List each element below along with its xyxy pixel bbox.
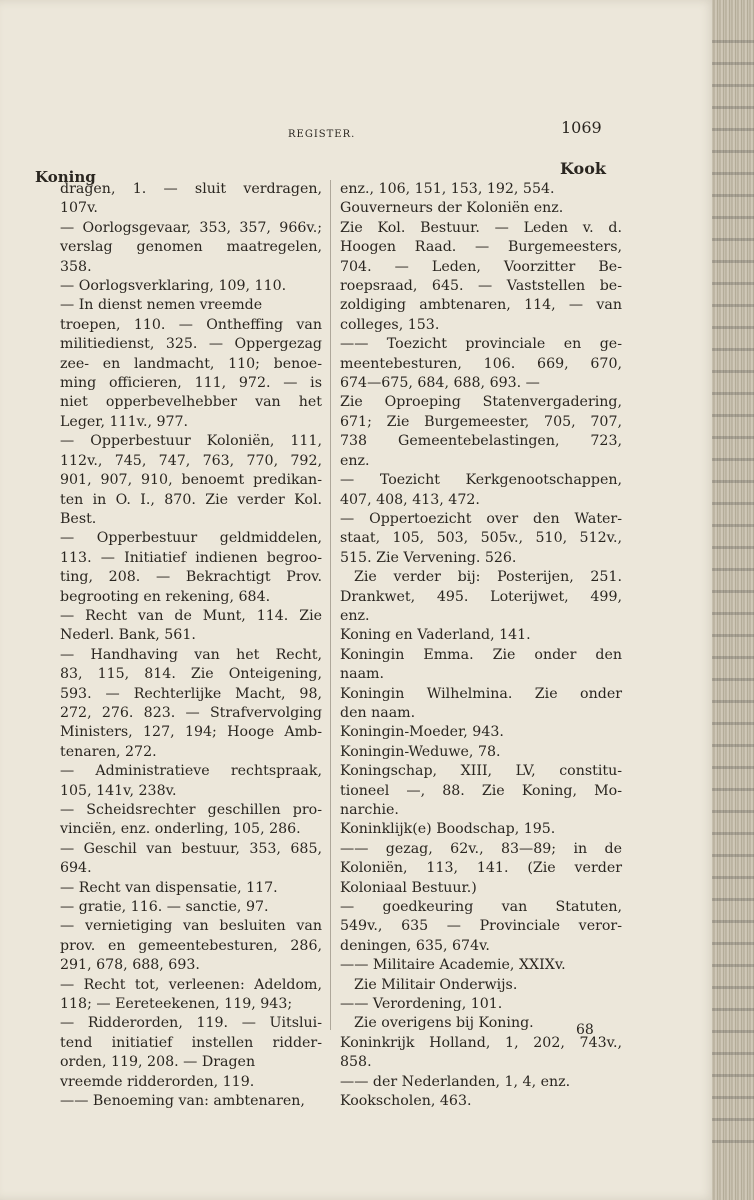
index-line: Koloniën, 113, 141. (Zie verder bbox=[340, 860, 622, 877]
page-number: 1069 bbox=[561, 118, 602, 137]
index-line: Zie Militair Onderwijs. bbox=[354, 976, 518, 993]
index-line: — vernietiging van besluiten van bbox=[60, 918, 322, 935]
index-line: 549v., 635 — Provinciale veror- bbox=[340, 918, 622, 935]
index-line: — Opperbestuur geldmiddelen, bbox=[60, 530, 322, 547]
index-line: Hoogen Raad. — Burgemeesters, bbox=[340, 239, 622, 256]
index-line: —— Militaire Academie, XXIXv. bbox=[340, 957, 566, 974]
index-line: —— Toezicht provinciale en ge- bbox=[340, 336, 622, 353]
index-line: Zie verder bij: Posterijen, 251. bbox=[354, 569, 622, 586]
index-line: Gouverneurs der Koloniën enz. bbox=[340, 200, 564, 217]
index-line: begrooting en rekening, 684. bbox=[60, 588, 271, 605]
index-line: — Oorlogsverklaring, 109, 110. bbox=[60, 278, 287, 295]
index-line: — In dienst nemen vreemde bbox=[60, 297, 263, 314]
index-line: 671; Zie Burgemeester, 705, 707, bbox=[340, 413, 622, 430]
index-line: 112v., 745, 747, 763, 770, 792, bbox=[60, 452, 322, 469]
index-line: — gratie, 116. — sanctie, 97. bbox=[60, 899, 269, 916]
index-line: ting, 208. — Bekrachtigt Prov. bbox=[60, 569, 322, 586]
index-line: Koningin-Moeder, 943. bbox=[340, 724, 504, 741]
index-line: — Scheidsrechter geschillen pro- bbox=[60, 802, 322, 818]
index-line: Best. bbox=[60, 510, 97, 527]
index-line: Koning en Vaderland, 141. bbox=[340, 627, 531, 644]
index-line: — Administratieve rechtspraak, bbox=[60, 763, 322, 780]
index-line: Nederl. Bank, 561. bbox=[60, 627, 196, 644]
index-line: —— gezag, 62v., 83—89; in de bbox=[340, 840, 622, 857]
index-line: militiedienst, 325. — Oppergezag bbox=[60, 336, 322, 353]
index-line: prov. en gemeentebesturen, 286, bbox=[60, 937, 322, 954]
index-line: — Geschil van bestuur, 353, 685, bbox=[60, 840, 322, 857]
index-line: 704. — Leden, Voorzitter Be- bbox=[340, 258, 622, 275]
index-line: 738 Gemeentebelastingen, 723, bbox=[340, 433, 622, 450]
index-line: tend initiatief instellen ridder- bbox=[60, 1034, 322, 1051]
index-line: verslag genomen maatregelen, bbox=[60, 239, 322, 256]
index-line: 858. bbox=[340, 1054, 372, 1071]
index-line: enz. bbox=[340, 607, 370, 624]
right-catchword: Kook bbox=[560, 159, 606, 178]
index-line: 105, 141v, 238v. bbox=[60, 782, 177, 799]
index-line: meentebesturen, 106. 669, 670, bbox=[340, 355, 622, 372]
index-line: 113. — Initiatief indienen begroo- bbox=[60, 549, 322, 566]
index-line: enz., 106, 151, 153, 192, 554. bbox=[340, 181, 555, 197]
index-line: 694. bbox=[60, 860, 92, 877]
index-line: 118; — Eereteekenen, 119, 943; bbox=[60, 996, 293, 1013]
index-line: — Recht van dispensatie, 117. bbox=[60, 879, 278, 896]
index-line: Ministers, 127, 194; Hooge Amb- bbox=[60, 724, 322, 741]
index-line: — Toezicht Kerkgenootschappen, bbox=[340, 472, 622, 489]
index-line: Koningin Wilhelmina. Zie onder bbox=[340, 685, 622, 702]
index-line: Zie Oproeping Statenvergadering, bbox=[340, 394, 622, 411]
index-line: 358. bbox=[60, 258, 92, 275]
index-line: vreemde ridderorden, 119. bbox=[60, 1073, 255, 1090]
index-line: — Recht van de Munt, 114. Zie bbox=[60, 607, 322, 624]
index-line: 272, 276. 823. — Strafvervolging bbox=[60, 704, 322, 721]
index-line: dragen, 1. — sluit verdragen, bbox=[60, 181, 322, 197]
index-line: — Oppertoezicht over den Water- bbox=[340, 510, 622, 527]
index-line: —— der Nederlanden, 1, 4, enz. bbox=[340, 1073, 571, 1090]
index-line: 107v. bbox=[60, 200, 98, 217]
index-line: Koningschap, XIII, LV, constitu- bbox=[340, 763, 622, 780]
index-line: troepen, 110. — Ontheffing van bbox=[60, 316, 322, 333]
index-line: 901, 907, 910, benoemt predikan- bbox=[60, 472, 322, 489]
index-line: —— Benoeming van: ambtenaren, bbox=[60, 1093, 305, 1110]
index-line: 515. Zie Vervening. 526. bbox=[340, 549, 517, 566]
index-line: ten in O. I., 870. Zie verder Kol. bbox=[60, 491, 322, 508]
index-line: deningen, 635, 674v. bbox=[340, 937, 490, 954]
page-edge bbox=[712, 0, 754, 1200]
index-line: — Opperbestuur Koloniën, 111, bbox=[60, 433, 322, 450]
index-line: zee- en landmacht, 110; benoe- bbox=[60, 355, 322, 372]
index-line: Zie overigens bij Koning. bbox=[354, 1015, 534, 1032]
index-line: 407, 408, 413, 472. bbox=[340, 491, 480, 508]
index-line: Koningin-Weduwe, 78. bbox=[340, 743, 501, 760]
right-column bbox=[340, 180, 622, 1112]
index-line: den naam. bbox=[340, 704, 416, 721]
index-line: — Oorlogsgevaar, 353, 357, 966v.; bbox=[60, 219, 322, 236]
index-line: niet opperbevelhebber van het bbox=[60, 394, 322, 411]
index-line: naam. bbox=[340, 666, 385, 683]
index-line: Kookscholen, 463. bbox=[340, 1093, 472, 1110]
index-line: Koloniaal Bestuur.) bbox=[340, 879, 477, 896]
index-line: Zie Kol. Bestuur. — Leden v. d. bbox=[340, 219, 622, 236]
index-line: — Recht tot, verleenen: Adeldom, bbox=[60, 976, 322, 993]
left-catchword: Koning bbox=[35, 168, 96, 186]
index-line: zoldiging ambtenaren, 114, — van bbox=[340, 297, 622, 314]
index-line: 593. — Rechterlijke Macht, 98, bbox=[60, 685, 322, 702]
index-line: 674—675, 684, 688, 693. — bbox=[340, 375, 540, 392]
index-line: —— Verordening, 101. bbox=[340, 996, 503, 1013]
index-line: staat, 105, 503, 505v., 510, 512v., bbox=[340, 530, 622, 547]
signature-number: 68 bbox=[576, 1022, 594, 1038]
index-line: Koningin Emma. Zie onder den bbox=[340, 646, 622, 663]
index-line: — Ridderorden, 119. — Uitslui- bbox=[60, 1015, 322, 1032]
index-line: enz. bbox=[340, 452, 370, 469]
index-line: orden, 119, 208. — Dragen bbox=[60, 1054, 256, 1071]
index-line: Koninklijk(e) Boodschap, 195. bbox=[340, 821, 556, 838]
index-line: ming officieren, 111, 972. — is bbox=[60, 375, 322, 392]
index-line: Koninkrijk Holland, 1, 202, 743v., bbox=[340, 1034, 622, 1051]
index-line: — Handhaving van het Recht, bbox=[60, 646, 322, 663]
left-column bbox=[60, 180, 322, 1112]
index-line: Leger, 111v., 977. bbox=[60, 413, 189, 430]
index-line: tenaren, 272. bbox=[60, 743, 157, 760]
index-line: narchie. bbox=[340, 802, 399, 818]
index-line: Drankwet, 495. Loterijwet, 499, bbox=[340, 588, 622, 605]
index-line: 291, 678, 688, 693. bbox=[60, 957, 200, 974]
index-line: colleges, 153. bbox=[340, 316, 440, 333]
index-line: vinciën, enz. onderling, 105, 286. bbox=[60, 821, 301, 838]
column-divider bbox=[330, 180, 331, 1030]
index-line: roepsraad, 645. — Vaststellen be- bbox=[340, 278, 622, 295]
index-line: — goedkeuring van Statuten, bbox=[340, 899, 622, 916]
index-line: tioneel —, 88. Zie Koning, Mo- bbox=[340, 782, 622, 799]
index-line: 83, 115, 814. Zie Onteigening, bbox=[60, 666, 322, 683]
running-header-title: REGISTER. bbox=[288, 129, 356, 140]
